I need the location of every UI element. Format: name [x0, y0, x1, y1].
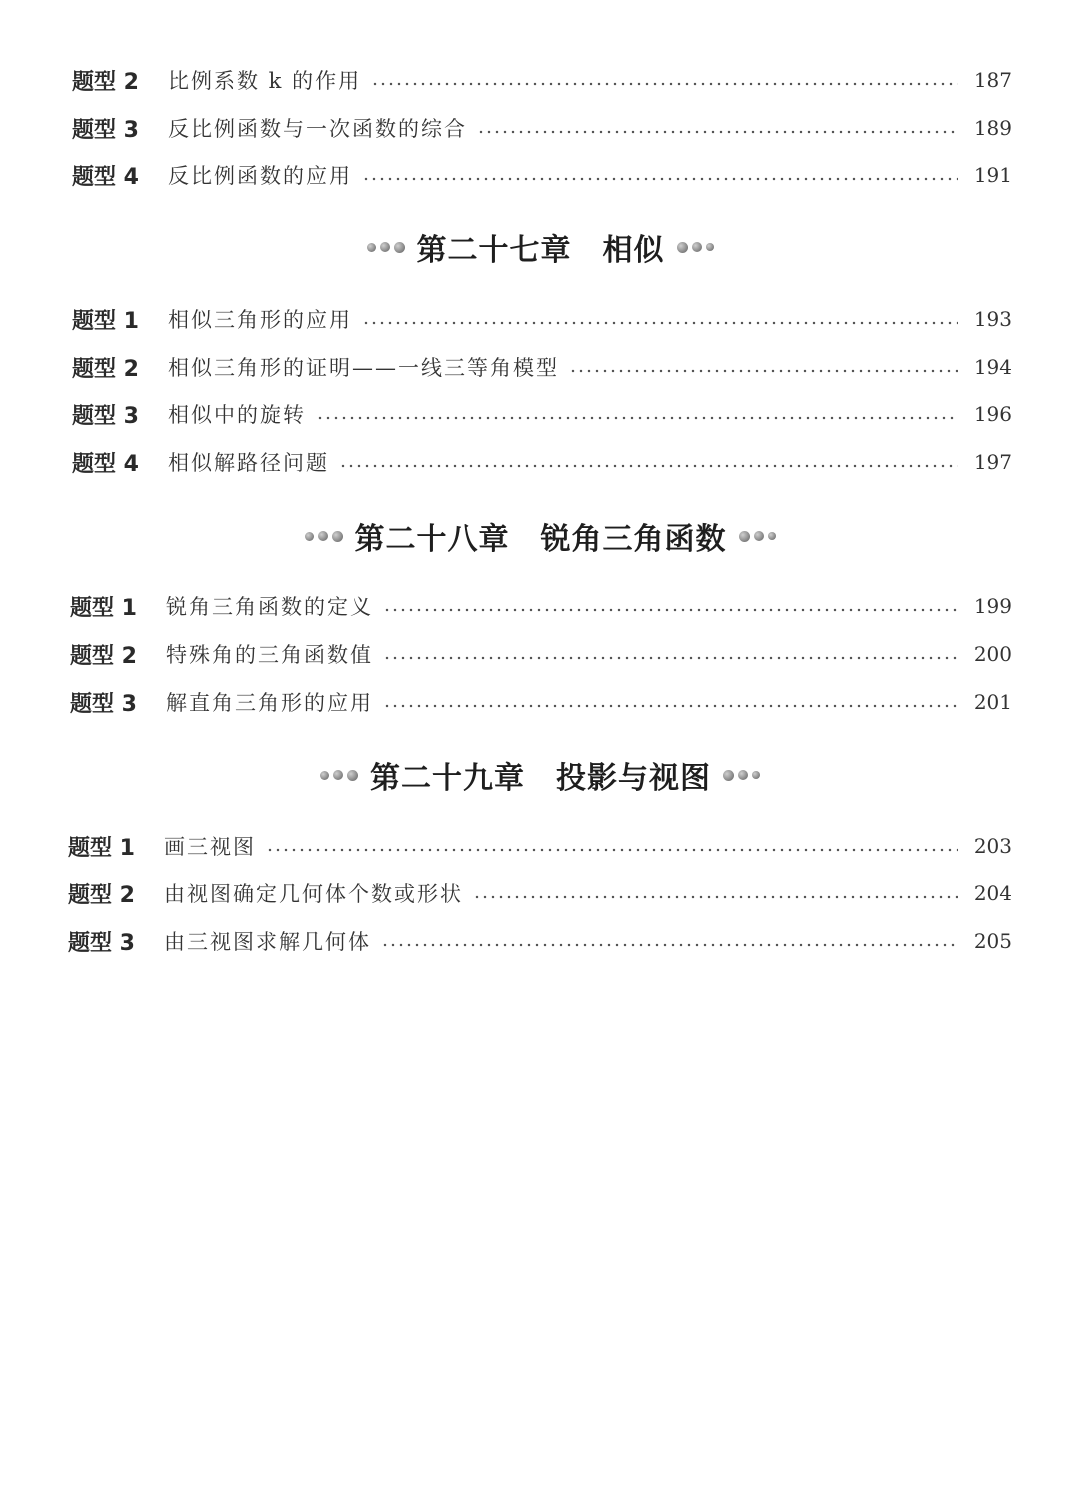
dot-leader: [362, 321, 958, 325]
dot-leader: [569, 369, 958, 373]
dot-leader: [362, 177, 958, 181]
entry-page-number: 189: [973, 116, 1012, 140]
chapter-heading: [0, 750, 1080, 800]
chapter-ornament-left: [305, 531, 343, 542]
chapter-title: 第二十九章 投影与视图: [370, 761, 711, 796]
entry-label: 题型 4: [72, 451, 139, 477]
entry-page-number: 199: [973, 594, 1012, 618]
dot-leader: [266, 848, 958, 852]
entry-page-number: 200: [973, 642, 1012, 666]
chapter-heading: [0, 222, 1080, 272]
entry-page-number: 205: [973, 929, 1012, 953]
dot-leader: [383, 608, 958, 612]
entry-label: 题型 3: [68, 930, 135, 956]
entry-label: 题型 1: [68, 835, 135, 861]
entry-page-number: 204: [973, 881, 1012, 905]
entry-title: 由视图确定几何体个数或形状: [164, 882, 463, 906]
entry-label: 题型 1: [70, 595, 137, 621]
entry-title: 画三视图: [164, 835, 256, 859]
chapter-title: 第二十八章 锐角三角函数: [354, 522, 727, 557]
toc-entry[interactable]: [72, 442, 1012, 482]
entry-page-number: 197: [973, 450, 1012, 474]
entry-page-number: 187: [973, 68, 1012, 92]
toc-entry[interactable]: [70, 682, 1012, 722]
toc-entry[interactable]: [72, 155, 1012, 195]
chapter-ornament-right: [739, 531, 776, 542]
entry-label: 题型 3: [72, 117, 139, 143]
chapter-ornament-left: [367, 242, 405, 253]
dot-leader: [381, 943, 958, 947]
dot-leader: [383, 656, 958, 660]
dot-leader: [477, 130, 958, 134]
entry-title: 反比例函数的应用: [168, 164, 352, 188]
entry-page-number: 191: [973, 163, 1012, 187]
entry-label: 题型 1: [72, 308, 139, 334]
entry-title: 反比例函数与一次函数的综合: [168, 117, 467, 141]
entry-title: 解直角三角形的应用: [166, 691, 373, 715]
toc-entry[interactable]: [72, 347, 1012, 387]
dot-leader: [339, 464, 958, 468]
entry-title: 锐角三角函数的定义: [166, 595, 373, 619]
toc-entry[interactable]: [68, 826, 1012, 866]
entry-label: 题型 2: [68, 882, 135, 908]
entry-label: 题型 2: [72, 69, 139, 95]
chapter-ornament-right: [677, 242, 714, 253]
entry-title: 特殊角的三角函数值: [166, 643, 373, 667]
toc-entry[interactable]: [68, 873, 1012, 913]
entry-page-number: 201: [973, 690, 1012, 714]
chapter-heading: [0, 511, 1080, 561]
entry-page-number: 196: [973, 402, 1012, 426]
dot-leader: [473, 895, 958, 899]
entry-page-number: 203: [973, 834, 1012, 858]
entry-title: 相似解路径问题: [168, 451, 329, 475]
chapter-ornament-left: [320, 770, 358, 781]
entry-title: 相似三角形的证明——一线三等角模型: [168, 356, 559, 380]
toc-entry[interactable]: [70, 586, 1012, 626]
chapter-ornament-right: [723, 770, 760, 781]
toc-entry[interactable]: [72, 394, 1012, 434]
toc-entry[interactable]: [72, 108, 1012, 148]
dot-leader: [316, 416, 958, 420]
toc-entry[interactable]: [68, 921, 1012, 961]
toc-entry[interactable]: [70, 634, 1012, 674]
entry-title: 比例系数 k 的作用: [168, 69, 362, 93]
toc-entry[interactable]: [72, 60, 1012, 100]
entry-title: 由三视图求解几何体: [164, 930, 371, 954]
entry-label: 题型 2: [70, 643, 137, 669]
entry-title: 相似中的旋转: [168, 403, 306, 427]
entry-page-number: 194: [973, 355, 1012, 379]
entry-label: 题型 2: [72, 356, 139, 382]
dot-leader: [371, 82, 958, 86]
entry-page-number: 193: [973, 307, 1012, 331]
entry-label: 题型 4: [72, 164, 139, 190]
entry-label: 题型 3: [72, 403, 139, 429]
entry-label: 题型 3: [70, 691, 137, 717]
toc-entry[interactable]: [72, 299, 1012, 339]
chapter-title: 第二十七章 相似: [416, 233, 665, 268]
dot-leader: [383, 704, 958, 708]
entry-title: 相似三角形的应用: [168, 308, 352, 332]
